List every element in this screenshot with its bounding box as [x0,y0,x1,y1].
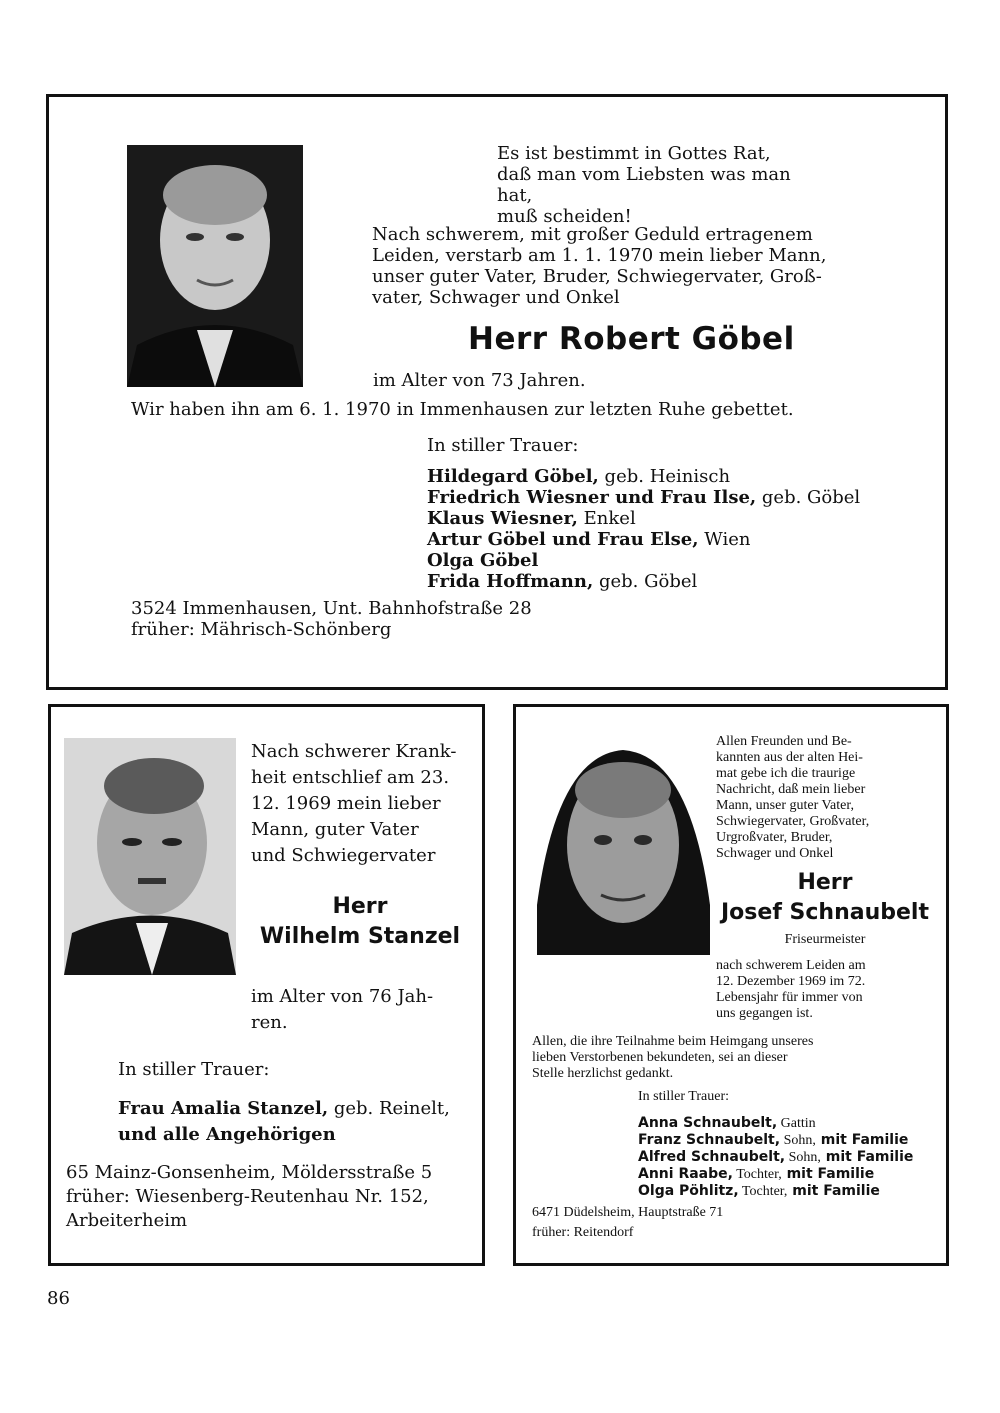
mourner-entry: Artur Göbel und Frau Else, Wien [427,529,751,550]
portrait-photo-robert-goebel [127,145,303,387]
deceased-name [250,892,470,952]
verse-line: daß man vom Liebsten was man hat, [497,164,791,206]
age-text: im Alter von 73 Jahren. [373,370,586,391]
portrait-photo-josef-schnaubelt [537,735,710,967]
deceased-name: Herr Robert Göbel [468,321,795,357]
death-line: nach schwerem Leiden am [716,958,866,973]
mourner-entry: Frau Amalia Stanzel, geb. Reinelt, [118,1098,450,1119]
announcement-line: kannten aus der alten Hei- [716,750,863,765]
announcement-line: Urgroßvater, Bruder, [716,830,833,845]
mourner-entry: Olga Pöhlitz, Tochter, mit Familie [638,1183,880,1199]
death-announcement-text [372,224,872,308]
name-line: Josef Schnaubelt [721,900,929,925]
announcement-line: unser guter Vater, Bruder, Schwiegervater, Groß- [372,266,822,287]
announcement-line: Leiden, verstarb am 1. 1. 1970 mein lieber Mann, [372,245,827,266]
announcement-text [251,739,469,869]
address-line: früher: Mährisch-Schönberg [131,619,392,640]
burial-text: Wir haben ihn am 6. 1. 1970 in Immenhausen zur letzten Ruhe gebettet. [131,399,794,420]
verse-line: muß scheiden! [497,206,632,227]
thanks-line: Stelle herzlichst gedankt. [532,1066,674,1081]
name-line: Herr [797,870,853,895]
mourner-entry: Anni Raabe, Tochter, mit Familie [638,1166,875,1182]
age-text [251,984,469,1036]
announcement-line: vater, Schwager und Onkel [372,287,620,308]
thanks-line: Allen, die ihre Teilnahme beim Heimgang unseres [532,1034,814,1049]
mourners-list [118,1096,478,1148]
address-block [66,1161,476,1233]
name-line: Wilhelm Stanzel [259,924,461,949]
address-line: früher: Wiesenberg-Reutenhau Nr. 152, [66,1186,429,1207]
announcement-line: Nachricht, daß mein lieber [716,782,866,797]
mourner-entry: Anna Schnaubelt, Gattin [638,1115,816,1131]
verse-line: Es ist bestimmt in Gottes Rat, [497,143,771,164]
name-line: Herr [332,894,388,919]
portrait-photo-wilhelm-stanzel [64,738,236,975]
address-block [131,598,611,640]
mourner-entry: Klaus Wiesner, Enkel [427,508,636,529]
announcement-line: mat gebe ich die traurige [716,766,856,781]
announcement-text [716,734,934,862]
thanks-line: lieben Verstorbenen bekundeten, sei an dieser [532,1050,788,1065]
mourner-entry: Olga Göbel [427,550,539,571]
announcement-line: Nach schwerer Krank- [251,741,457,762]
death-text [716,958,934,1022]
mourner-entry: Hildegard Göbel, geb. Heinisch [427,466,731,487]
deceased-name [712,868,938,928]
age-line: im Alter von 76 Jah- [251,986,434,1007]
mourners-list [427,466,907,592]
mourning-label: In stiller Trauer: [118,1059,270,1080]
announcement-line: und Schwiegervater [251,845,436,866]
address-line: Arbeiterheim [66,1210,188,1231]
death-line: 12. Dezember 1969 im 72. [716,974,866,989]
death-line: Lebensjahr für immer von [716,990,863,1005]
address-line: 65 Mainz-Gonsenheim, Möldersstraße 5 [66,1162,433,1183]
mourning-label: In stiller Trauer: [638,1089,729,1104]
mourner-entry: Friedrich Wiesner und Frau Ilse, geb. Göbel [427,487,861,508]
occupation-text: Friseurmeister [784,932,866,947]
announcement-line: 12. 1969 mein lieber [251,793,441,814]
address-line: früher: Reitendorf [532,1225,634,1240]
mourner-entry: und alle Angehörigen [118,1124,336,1145]
death-line: uns gegangen ist. [716,1006,813,1021]
announcement-line: Allen Freunden und Be- [716,734,852,749]
announcement-line: Nach schwerem, mit großer Geduld ertragenem [372,224,813,245]
announcement-line: heit entschlief am 23. [251,767,450,788]
verse-text [497,143,817,227]
announcement-line: Schwager und Onkel [716,846,834,861]
page-number: 86 [47,1288,70,1309]
mourners-list [638,1115,938,1200]
announcement-line: Mann, guter Vater [251,819,419,840]
mourner-entry: Franz Schnaubelt, Sohn, mit Familie [638,1132,909,1148]
mourner-entry: Alfred Schnaubelt, Sohn, mit Familie [638,1149,914,1165]
age-line: ren. [251,1012,288,1033]
address-line: 3524 Immenhausen, Unt. Bahnhofstraße 28 [131,598,532,619]
address-line: 6471 Düdelsheim, Hauptstraße 71 [532,1205,724,1220]
thanks-text [532,1034,938,1082]
address-block [532,1203,932,1243]
announcement-line: Schwiegervater, Großvater, [716,814,870,829]
mourner-entry: Frida Hoffmann, geb. Göbel [427,571,698,592]
mourning-label: In stiller Trauer: [427,435,579,456]
announcement-line: Mann, unser guter Vater, [716,798,854,813]
